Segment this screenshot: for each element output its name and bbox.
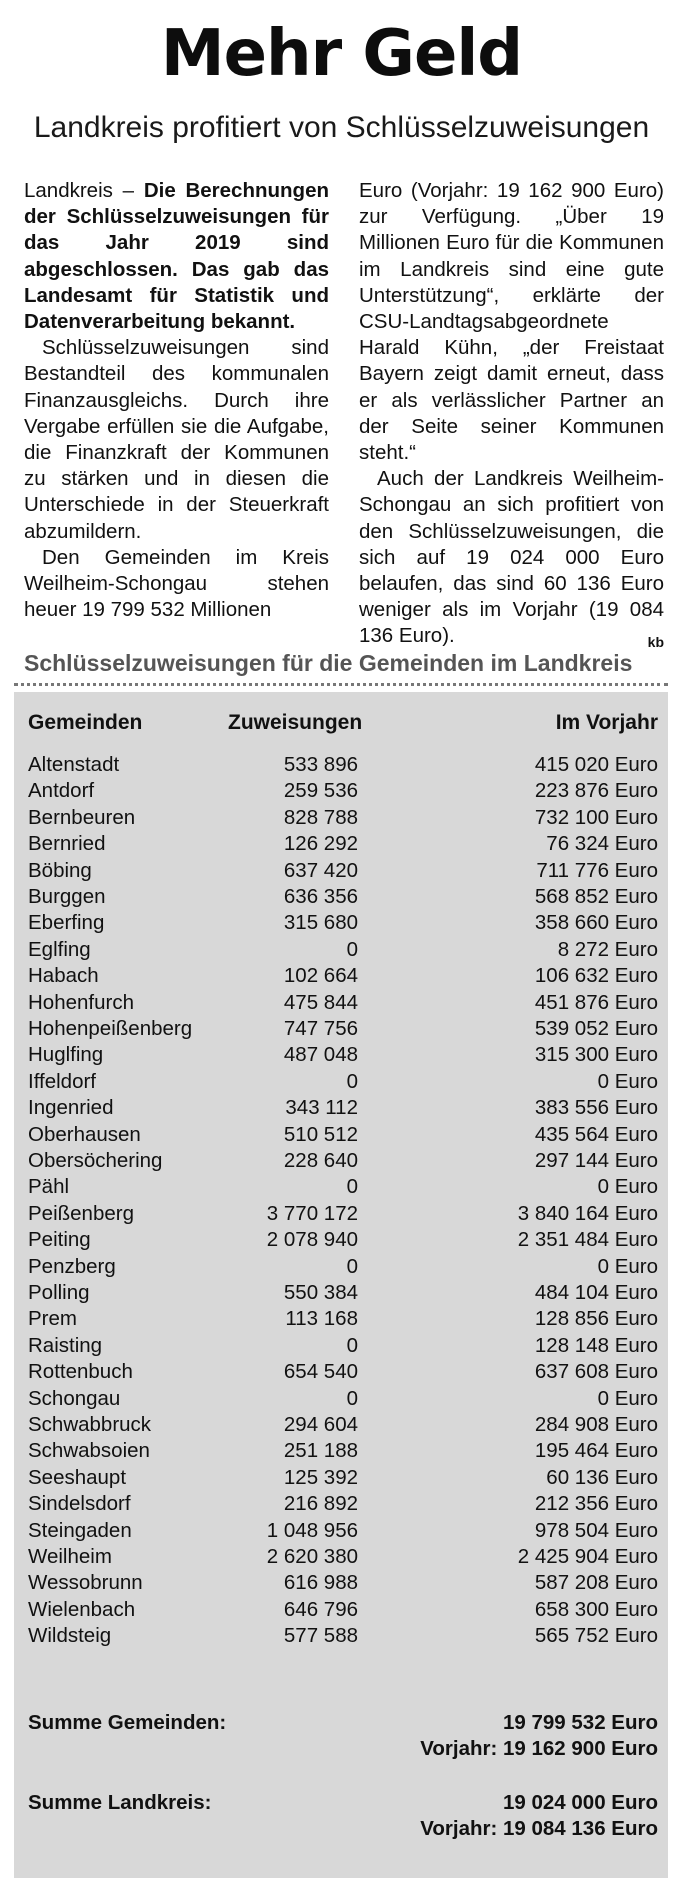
article-column-1 [24,178,329,638]
cell-zuweisung: 251 188 [283,1439,358,1463]
cell-gemeinde: Obersöchering [28,1149,163,1172]
cell-gemeinde: Raisting [28,1333,103,1357]
cell-gemeinde: Schongau [28,1386,121,1410]
cell-gemeinde: Peißenberg [28,1201,134,1225]
table-row [28,1042,668,1068]
cell-zuweisung: 0 [346,1254,358,1278]
table-row [28,1438,668,1464]
header-vorjahr: Im Vorjahr [555,711,658,734]
table-row [28,1518,668,1544]
table-row [28,884,668,910]
cell-gemeinde: Polling [28,1281,90,1304]
cell-vorjahr: 2 425 904 Euro [517,1545,658,1568]
cell-gemeinde: Wildsteig [28,1624,112,1648]
cell-vorjahr: 128 148 Euro [534,1333,658,1357]
cell-vorjahr: 415 020 Euro [534,753,658,776]
cell-vorjahr: 223 876 Euro [534,779,658,803]
cell-vorjahr: 297 144 Euro [534,1149,658,1172]
cell-zuweisung: 0 [346,1069,358,1093]
cell-vorjahr: 8 272 Euro [557,937,658,961]
cell-zuweisung: 228 640 [283,1149,358,1172]
cell-zuweisung: 259 536 [283,779,358,803]
cell-vorjahr: 451 876 Euro [534,990,658,1014]
cell-zuweisung: 0 [346,937,358,961]
cell-vorjahr: 978 504 Euro [534,1518,658,1542]
cell-vorjahr: 587 208 Euro [534,1571,658,1595]
cell-vorjahr: 732 100 Euro [534,805,658,829]
cell-zuweisung: 747 756 [283,1017,358,1040]
header-gemeinden: Gemeinden [28,711,143,734]
table-row [28,1174,668,1200]
table-row [28,1570,668,1596]
summary-block [28,1710,668,1762]
cell-vorjahr: 195 464 Euro [534,1439,658,1463]
table-row [28,778,668,804]
table-row [28,1227,668,1253]
article-paragraph: Euro (Vorjahr: 19 162 900 Euro) zur Verfügung. „Über 19 Millionen Euro für die Kommunen im Landkreis sind eine gute Unterstützung“, erklärte der CSU-Landtagsabgeordnete Harald Kühn, „der Freistaat Bayern zeigt damit erneut, dass er als verlässlicher Partner an der Seite seiner Kommunen steht.“ [359,179,664,465]
table-row [28,1597,668,1623]
cell-vorjahr: 0 Euro [597,1069,658,1093]
summary-label: Summe Gemeinden: [28,1711,227,1734]
cell-vorjahr: 539 052 Euro [534,1017,658,1040]
cell-gemeinde: Habach [28,964,99,988]
cell-zuweisung: 2 620 380 [266,1545,358,1568]
cell-gemeinde: Iffeldorf [28,1069,96,1093]
cell-zuweisung: 475 844 [283,990,358,1014]
cell-vorjahr: 0 Euro [597,1254,658,1278]
table-row [28,990,668,1016]
headline: Mehr Geld [160,17,523,91]
table-row [28,1095,668,1121]
table-row [28,858,668,884]
cell-zuweisung: 510 512 [283,1122,358,1146]
cell-gemeinde: Bernried [28,832,106,856]
table-row [28,1491,668,1517]
article-body [24,178,664,651]
summary-value: 19 799 532 Euro [503,1711,658,1734]
cell-zuweisung: 216 892 [283,1492,358,1516]
table-row [28,831,668,857]
cell-gemeinde: Burggen [28,885,106,908]
cell-vorjahr: 128 856 Euro [534,1307,658,1331]
cell-vorjahr: 60 136 Euro [546,1465,658,1489]
table-row [28,1122,668,1148]
summary-previous: Vorjahr: 19 084 136 Euro [420,1817,658,1840]
cell-vorjahr: 637 608 Euro [534,1360,658,1384]
cell-vorjahr: 212 356 Euro [534,1492,658,1516]
cell-vorjahr: 76 324 Euro [546,832,658,856]
article-paragraph: Den Gemeinden im Kreis Weilheim-Schongau stehen heuer 19 799 532 Millionen [24,545,329,622]
subheadline: Landkreis profitiert von Schlüsselzuweisungen [33,111,650,144]
table-row [28,910,668,936]
cell-vorjahr: 284 908 Euro [534,1413,658,1436]
cell-zuweisung: 577 588 [283,1624,358,1648]
table-row [28,805,668,831]
header-zuweisungen: Zuweisungen [228,711,363,734]
summary-label: Summe Landkreis: [28,1791,212,1814]
summary-value: 19 024 000 Euro [503,1791,658,1814]
article-paragraph: Landkreis – Die Berechnungen der Schlüsselzuweisungen für das Jahr 2019 sind abgeschlossen. Das gab das Landesamt für Statistik und Datenverarbeitung bekannt. [24,179,329,334]
cell-zuweisung: 343 112 [285,1096,358,1120]
article-lead: Die Berechnungen der Schlüsselzuweisungen für das Jahr 2019 sind abgeschlossen. Das gab das Landesamt für Statistik und Datenverarbeitung bekannt. [24,179,329,334]
cell-gemeinde: Pähl [28,1175,70,1199]
cell-vorjahr: 0 Euro [597,1175,658,1199]
article-paragraph: Schlüsselzuweisungen sind Bestandteil des kommunalen Finanzausgleichs. Durch ihre Vergabe erfüllen sie die Aufgabe, die Finanzkraft der Kommunen zu stärken und in diesen die Unterschiede in der Steuerkraft abzumildern. [24,336,329,543]
table-header [28,710,668,736]
cell-vorjahr: 383 556 Euro [534,1096,658,1120]
table-row [28,1623,668,1649]
table-row [28,752,668,778]
cell-zuweisung: 636 356 [283,885,358,908]
cell-zuweisung: 487 048 [283,1043,358,1067]
cell-vorjahr: 568 852 Euro [534,885,658,908]
table-row [28,1254,668,1280]
table-row [28,1306,668,1332]
table-row [28,1544,668,1570]
cell-zuweisung: 646 796 [283,1597,358,1621]
cell-gemeinde: Steingaden [28,1518,132,1542]
article-paragraph: Auch der Landkreis Weilheim-Schongau an sich profitiert von den Schlüsselzuweisungen, die sich auf 19 024 000 Euro belaufen, das sind 60 136 Euro weniger als im Vorjahr (19 084 136 Euro). kb [359,466,664,649]
cell-zuweisung: 654 540 [283,1360,358,1384]
cell-gemeinde: Schwabbruck [28,1413,152,1436]
allocation-table [14,692,668,1878]
cell-vorjahr: 484 104 Euro [534,1281,658,1304]
cell-zuweisung: 533 896 [283,753,358,776]
cell-zuweisung: 637 420 [283,858,358,882]
cell-zuweisung: 294 604 [283,1413,358,1436]
cell-zuweisung: 0 [346,1333,358,1357]
author-tag: kb [647,634,664,651]
cell-gemeinde: Antdorf [28,779,95,803]
table-row [28,1201,668,1227]
cell-vorjahr: 435 564 Euro [534,1122,658,1146]
cell-gemeinde: Eglfing [28,937,91,961]
cell-zuweisung: 113 168 [285,1307,358,1331]
cell-gemeinde: Wessobrunn [28,1571,143,1595]
table-row [28,1069,668,1095]
cell-gemeinde: Oberhausen [28,1122,141,1146]
table-title: Schlüsselzuweisungen für die Gemeinden im Landkreis [24,650,633,676]
cell-gemeinde: Wielenbach [28,1597,136,1621]
cell-vorjahr: 0 Euro [597,1386,658,1410]
cell-gemeinde: Rottenbuch [28,1360,133,1384]
cell-gemeinde: Hohenpeißenberg [28,1017,193,1040]
cell-gemeinde: Prem [28,1307,77,1331]
summary-previous: Vorjahr: 19 162 900 Euro [420,1737,658,1760]
summary-block [28,1790,668,1842]
cell-zuweisung: 315 680 [283,911,358,935]
cell-vorjahr: 315 300 Euro [534,1043,658,1067]
table-row [28,1412,668,1438]
cell-gemeinde: Böbing [28,858,92,882]
cell-zuweisung: 616 988 [283,1571,358,1595]
cell-gemeinde: Peiting [28,1228,91,1252]
cell-zuweisung: 102 664 [283,964,358,988]
cell-gemeinde: Eberfing [28,911,105,935]
cell-gemeinde: Bernbeuren [28,805,136,829]
table-row [28,1280,668,1306]
cell-gemeinde: Schwabsoien [28,1439,150,1463]
article-column-2 [359,178,664,651]
cell-zuweisung: 126 292 [283,832,358,856]
table-row [28,1148,668,1174]
cell-gemeinde: Sindelsdorf [28,1492,131,1516]
cell-gemeinde: Huglfing [28,1043,104,1067]
cell-vorjahr: 106 632 Euro [534,964,658,988]
cell-gemeinde: Penzberg [28,1254,116,1278]
cell-zuweisung: 1 048 956 [266,1518,358,1542]
cell-zuweisung: 125 392 [283,1465,358,1489]
dotted-divider [14,683,668,692]
cell-vorjahr: 658 300 Euro [534,1597,658,1621]
cell-gemeinde: Weilheim [28,1545,112,1568]
cell-vorjahr: 3 840 164 Euro [517,1201,658,1225]
table-row [28,1333,668,1359]
cell-zuweisung: 550 384 [283,1281,358,1304]
cell-vorjahr: 711 776 Euro [536,858,658,882]
table-row [28,1016,668,1042]
cell-gemeinde: Altenstadt [28,753,120,776]
cell-zuweisung: 828 788 [283,805,358,829]
cell-vorjahr: 565 752 Euro [534,1624,658,1648]
cell-zuweisung: 2 078 940 [266,1228,358,1252]
table-row [28,1465,668,1491]
table-row [28,937,668,963]
cell-gemeinde: Seeshaupt [28,1465,127,1489]
cell-gemeinde: Ingenried [28,1096,114,1120]
cell-zuweisung: 0 [346,1386,358,1410]
cell-zuweisung: 3 770 172 [266,1201,358,1225]
table-row [28,1359,668,1385]
cell-gemeinde: Hohenfurch [28,990,134,1014]
cell-vorjahr: 2 351 484 Euro [517,1228,658,1252]
table-row [28,963,668,989]
table-row [28,1386,668,1412]
cell-vorjahr: 358 660 Euro [534,911,658,935]
cell-zuweisung: 0 [346,1175,358,1199]
